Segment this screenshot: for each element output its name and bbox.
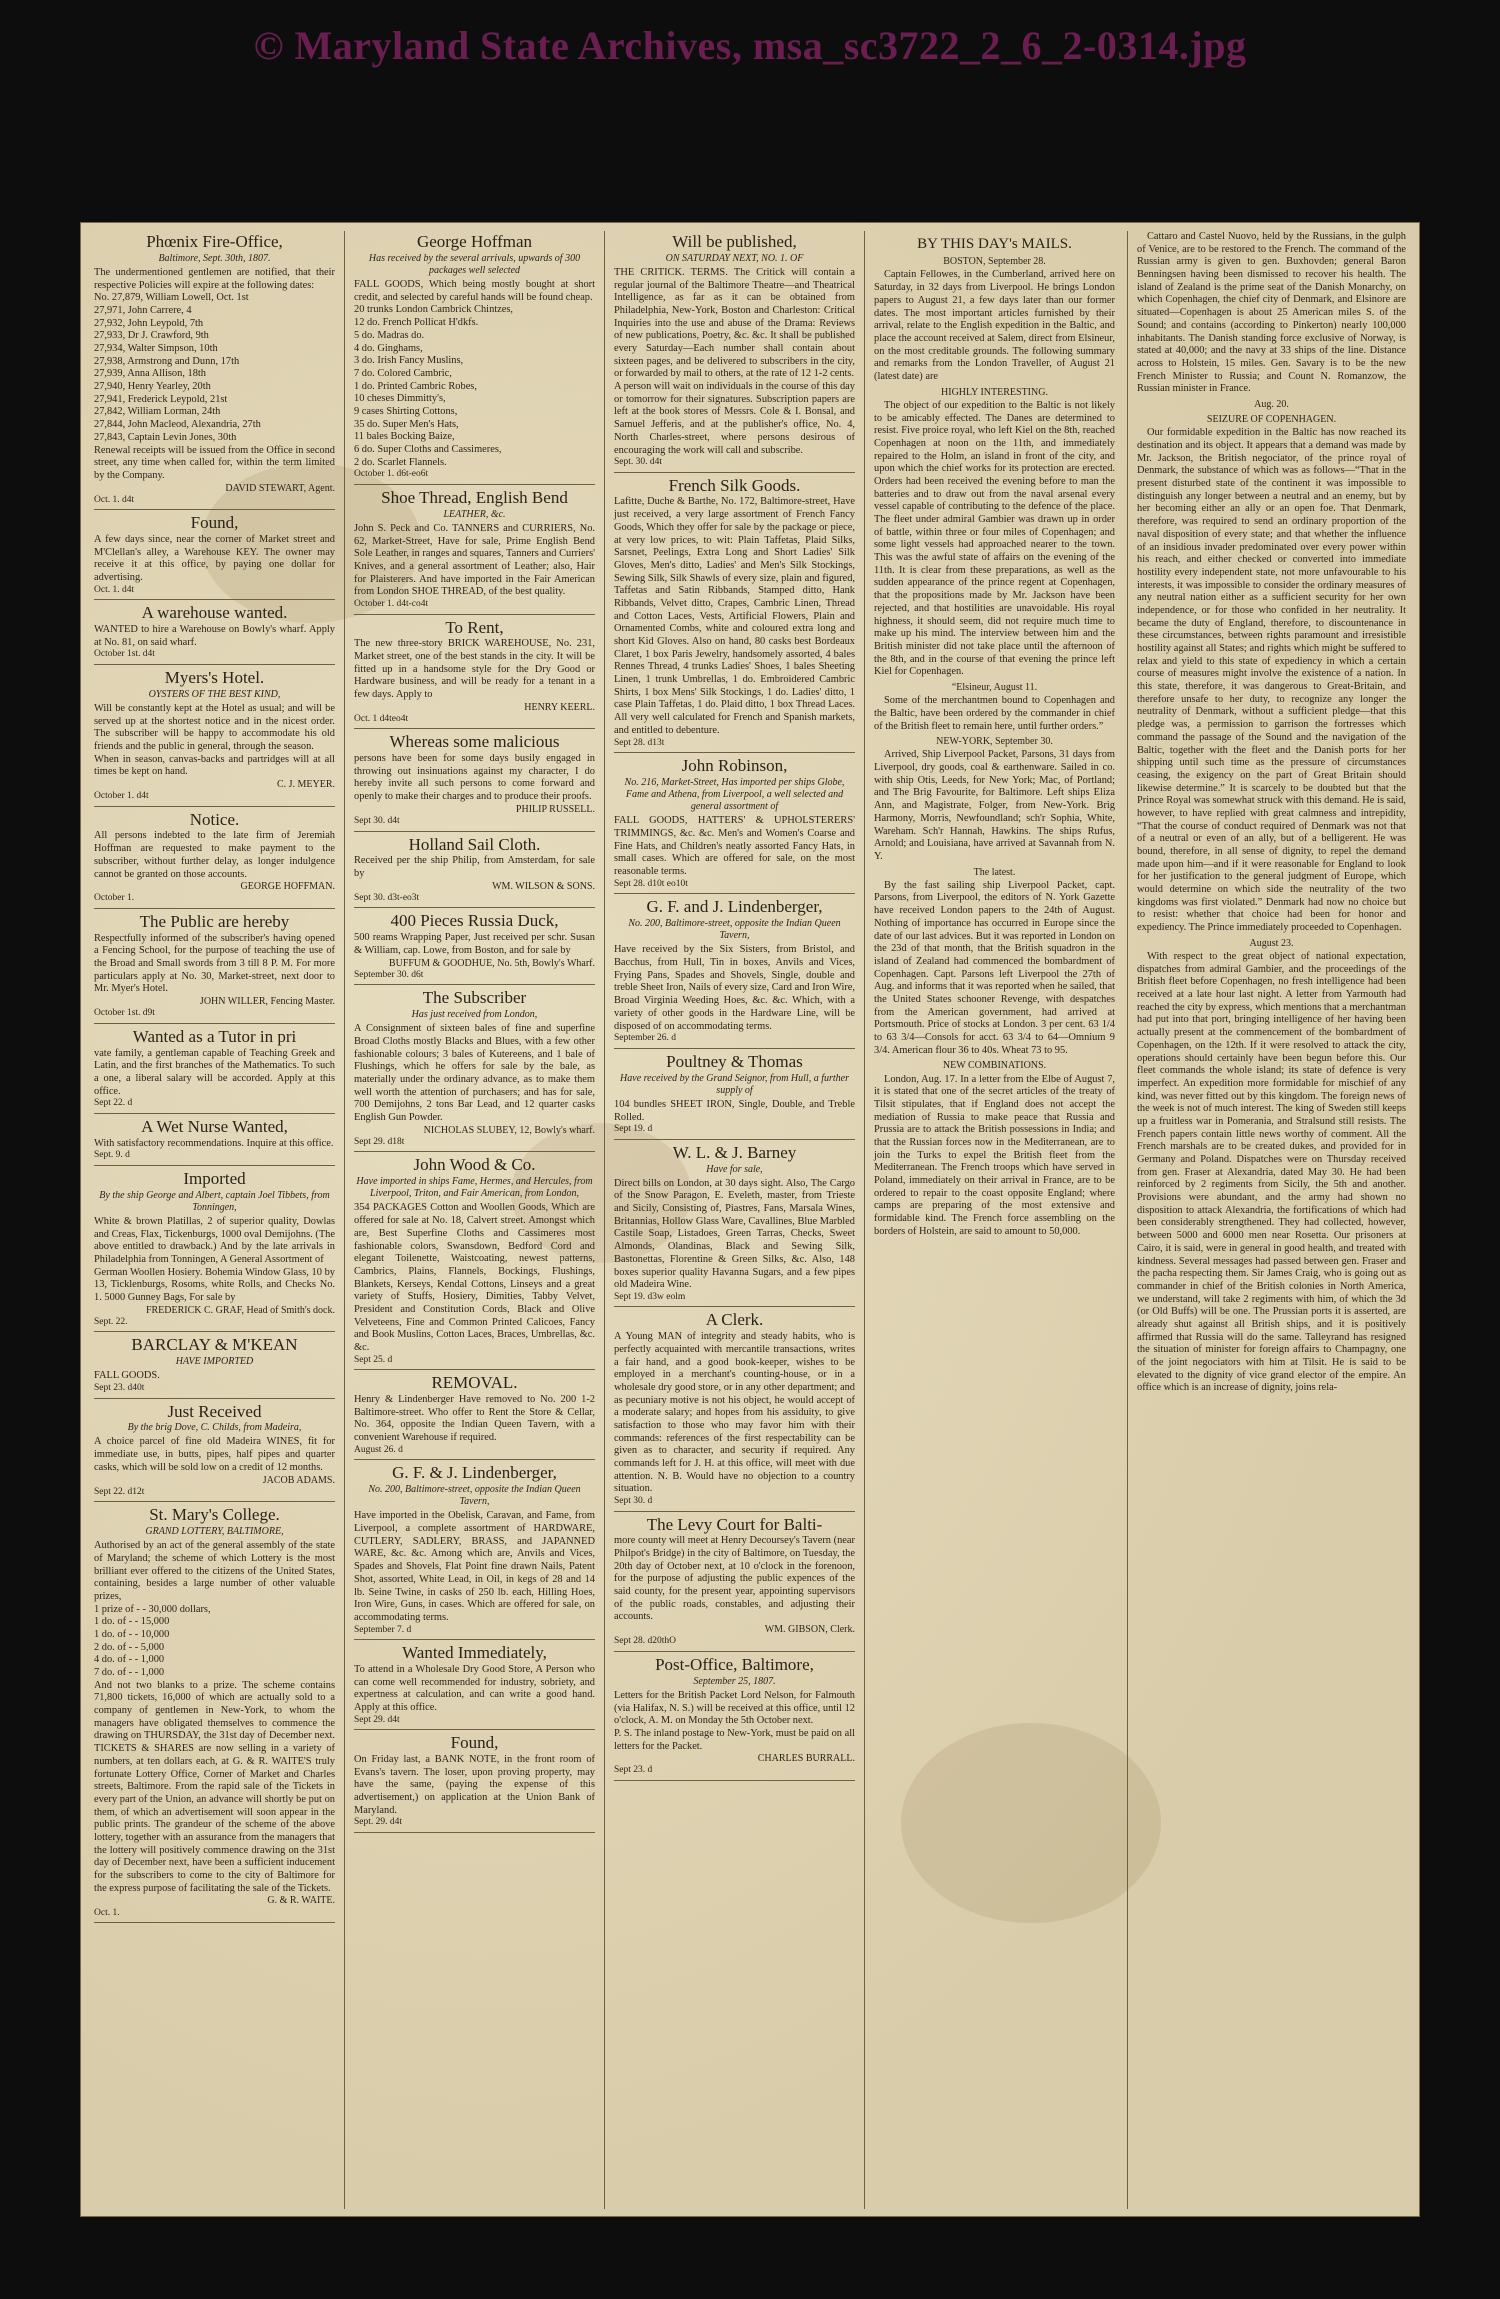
ad-list-item: 4 do. Ginghams, [354,342,423,354]
advertisement [354,912,595,985]
ad-body: All persons indebted to the late firm of Jeremiah Hoffman are requested to make payment to the subscriber, without further delay, as longer indulgence cannot be granted on those accounts. [94,830,335,880]
ad-divider [614,752,855,753]
ad-subheading: By the brig Dove, C. Childs, from Madeira, [127,1422,302,1434]
ad-divider [94,509,335,510]
ad-heading: W. L. & J. Barney [672,1142,797,1162]
ad-list-item: 12 do. French Pollicat H'dkfs. [354,317,479,329]
news-paragraph: Captain Fellowes, in the Cumberland, arrived here on Saturday, in 32 days from Liverpool. He brings London papers to August 21, a few days later than our former dates. The most important articles furnished by their arrival, relate to the English expedition in the Baltic, and place the account received at Salem, direct from Elsineur, on the most creditable grounds. The following summary and remarks from the London Traveller, of August 21 (latest date) are [874,269,1115,382]
ad-date: September 7. d [354,1624,412,1635]
ad-list-item: 27,971, John Carrere, 4 [94,304,192,316]
ad-heading: Found, [450,1733,499,1753]
advertisement [354,836,595,909]
advertisement [354,733,595,831]
news-dateline: BOSTON, September 28. [943,256,1046,268]
advertisement [354,619,595,730]
ad-subheading: LEATHER, &c. [443,508,506,520]
ad-body: Authorised by an act of the general assembly of the state of Maryland; the scheme of which Lottery is the most brilliant ever offered to the citizens of the United States, containing, besides a large number of other valuable prizes, [94,1540,335,1602]
ad-body: THE CRITICK. TERMS. The Critick will contain a regular journal of the Baltimore Theatre—and Theatrical Intelligence, as far as it can be obtained from Philadelphia, New-York, Boston and Charleston: Critical Inquiries into the use and abuse of the Drama: Reviews of new publications, Poetry, &c. &c. It shall be published every Saturday—Each number shall contain about sixteen pages, and be delivered to subscribers in the city, or forwarded by mail to others, at the rate of 12 1-2 cents. [614,266,855,380]
ad-date: October 1. d4t [94,791,149,802]
ad-divider [614,893,855,894]
ad-list-item: 27,941, Frederick Leypold, 21st [94,393,228,405]
advertisement [354,1464,595,1640]
ad-heading: John Wood & Co. [413,1155,536,1175]
ad-date: Oct. 1. d4t [94,494,135,505]
advertisement [94,1118,335,1166]
ad-divider [94,1165,335,1166]
news-paragraph: Some of the merchantmen bound to Copenhagen and the Baltic, have been ordered by the commander in chief of the British fleet to remain here, until further orders.” [874,695,1115,732]
ad-body: vate family, a gentleman capable of Teaching Greek and Latin, and the first branches of the Mathematics. To such a one, a liberal salary will be accorded. Apply at this office. [94,1047,335,1097]
advertisement [94,604,335,665]
column-divider [1127,231,1128,2209]
column-divider [344,231,345,2209]
ad-date: Sept 30. d [614,1496,653,1507]
advertisement [614,898,855,1048]
news-paragraph: Our formidable expedition in the Baltic has now reached its destination and its object. It appears that a demand was made by Mr. Jackson, the British negociator, of the prince royal of Denmark, the substance of which was as follows—“That in the present disturbed state of the continent it was impossible to distinguish any longer between a neutral and an enemy, but by her becoming either an ally or an open foe. That Denmark, therefore, was required to send an ordinary proportion of the naval disposition of every state; and that whether the influence of an insidious invader predominated over every power within his reach, and either checked or converted into immediate hostility every independent state, not more unfavourable to his interests, it was impossible to consider the ordinary measures of any neutral nation either as a sufficient security for her own independence, or for those who confided in her neutrality. It became the duty of England, therefore, to discountenance in these circumstances, between rights paramount and irresistible hostility against all States; and rights which might be suffered to relax and yield to this state of expediency in which a certain course of measures might involve the existence of a nation. In this state, therefore, it was dangerous to Great-Britain, and therefore unsafe to her duty, to recognize any longer the neutrality of Denmark, without a sufficient pledge—that this pledge was, a permission to garrison the fortresses which command the passage of the Sound and the navigation of the Baltic, together with the fleet and the Danish ports for her shipping until such time as the pressure of circumstances ceasing, the exigency on the part of Great Britain should likewise determine.” It is scarcely to be doubted but that the Prince Royal was somewhat struck with this demand. He is said, however, to have replied with great calmness and intrepidity, “That the course of conduct required of Denmark was not that of a neutral or even of an ally, but of a belligerent. He was bound, therefore, in all sense of dignity, to repel the demand made upon him—and if it were reasonable for England to look for her justification to the general judgment of Europe, which would determine on which side the neutrality of the two kingdoms was first violated.” Denmark had now no choice but to resist: whether that choice had been for honor and expediency. The Prince immediately proceeded to Copenhagen. [1137,427,1406,934]
news-dateline: NEW COMBINATIONS. [942,1060,1047,1072]
advertisement [94,913,335,1024]
ad-date: Oct. 1 d4teo4t [354,713,409,724]
advertisement [614,1516,855,1652]
ad-body: A Consignment of sixteen bales of fine and superfine Broad Cloths mostly Blacks and Blues, with a few other fashionable colours; 3 bales of Kutereens, and 1 bale of Flushings, which he offers for sale by the bale, as materially under the ordinary advance, as to make them well worth the attention of purchasers; and has for sale, 700 Demijohns, 2 tons Bar Lead, and 12 quarter casks English Gun Powder. [354,1023,595,1123]
ad-subheading: Has just received from London, [411,1008,538,1020]
ad-heading: Found, [190,513,239,533]
ad-divider [94,806,335,807]
ad-divider [94,599,335,600]
news-paragraph: Cattaro and Castel Nuovo, held by the Russians, in the gulph of Venice, are to be restored to the French. The command of the Russian army is given to gen. Buxhovden; general Baron Benningsen having been dismissed to recover his health. The island of Zealand is the prime seat of the Danish Monarchy, on which Copenhagen, the chief city of Denmark, and Elsinore are situated—Copenhagen is about 25 American miles S. of the Sound; and contains (according to Pinkerton) nearly 100,000 inhabitants. The Danish standing force exclusive of Norway, is stated at 40,000; and the navy at 33 ships of the line. Distance across to Holstein, 15 miles. Gen. Savary is to be the new French Minister to Russia; and Count N. Romanzow, the Russian minister in France. [1137,231,1406,395]
ad-body: Letters for the British Packet Lord Nelson, for Falmouth (via Halifax, N. S.) will be received at this office, until 12 o'clock, A. M. on Monday the 5th October next. [614,1689,855,1727]
ad-list-item: 5 do. Madras do. [354,329,425,341]
ad-date: Sept 22. d [94,1098,133,1109]
news-dateline: HIGHLY INTERESTING. [941,386,1048,398]
ad-date: Sept 30. d4t [354,816,400,827]
advertisement [614,1656,855,1781]
ad-list-item: 27,932, John Leypold, 7th [94,317,204,329]
ad-divider [354,831,595,832]
ad-subheading: Have for sale, [706,1163,763,1175]
advertisement [354,989,595,1152]
ad-signature: NICHOLAS SLUBEY, 12, Bowly's wharf. [423,1124,595,1136]
ad-date: Sept 30. d3t-eo3t [354,892,420,903]
advertisement [94,811,335,909]
ad-signature: HENRY KEERL. [524,701,595,713]
ad-divider [94,1922,335,1923]
ad-footnote: P. S. The inland postage to New-York, must be paid on all letters for the Packet. [614,1727,855,1752]
ad-date: September 26. d [614,1033,677,1044]
news-dateline: Aug. 20. [1254,398,1289,410]
ad-list-item: 7 do. of - - 1,000 [94,1667,165,1679]
ad-divider [354,1369,595,1370]
ad-heading: George Hoffman [416,232,533,251]
ad-list-item: 1 prize of - - 30,000 dollars, [94,1603,211,1615]
ad-heading: A warehouse wanted. [141,603,288,623]
ad-subheading: By the ship George and Albert, captain Joel Tibbets, from Tonningen, [99,1189,330,1213]
ad-body: The new three-story BRICK WAREHOUSE, No. 231, Market street, one of the best stands in the city. It will be fitted up in a handsome style for the Dry Good or Hardware business, and will be ready for a tenant in a few days. Apply to [354,638,595,700]
ad-body: WANTED to hire a Warehouse on Bowly's wharf. Apply at No. 81, on said wharf. [94,624,335,648]
ad-divider [614,1306,855,1307]
ad-subheading: ON SATURDAY NEXT, NO. 1. OF [665,252,804,264]
ad-signature: C. J. MEYER. [276,778,335,790]
ad-heading: French Silk Goods. [668,475,801,495]
news-heading: BY THIS DAY's MAILS. [917,236,1072,252]
ad-subheading: No. 216, Market-Street, Has imported per ships Globe, Fame and Athena, from Liverpool, a well selected and general assortment of [624,776,845,813]
ad-body: FALL GOODS, Which being mostly bought at short credit, and selected by careful hands will be found cheap. [354,279,595,303]
ad-list-item: 7 do. Colored Cambric, [354,367,452,379]
ad-signature: PHILIP RUSSELL. [515,803,595,815]
ad-signature: DAVID STEWART, Agent. [225,482,335,494]
ad-body: On Friday last, a BANK NOTE, in the front room of Evans's tavern. The loser, upon proving property, may have the same, (paying the expense of this advertisement,) on application at the Union Bank of Maryland. [354,1753,595,1816]
ad-subheading: No. 200, Baltimore-street, opposite the Indian Queen Tavern, [368,1484,581,1508]
advertisement [614,1053,855,1140]
ad-divider [614,1048,855,1049]
ad-divider [354,907,595,908]
ad-heading: Poultney & Thomas [666,1051,803,1071]
ad-date: Sept. 30. d4t [614,457,663,468]
advertisement [614,1144,855,1308]
column-4-news [871,231,1118,2209]
ad-divider [614,1651,855,1652]
ad-heading: 400 Pieces Russia Duck, [390,911,559,931]
ad-signature: WM. GIBSON, Clerk. [764,1624,855,1636]
ad-heading: Imported [183,1168,246,1188]
ad-list-item: 27,934, Walter Simpson, 10th [94,343,218,354]
advertisement [614,233,855,473]
ad-date: Sept 22. d12t [94,1486,145,1497]
ad-signature: WM. WILSON & SONS. [492,880,595,892]
ad-date: September 30. d6t [354,969,424,980]
ad-divider [354,1729,595,1730]
ad-body: 354 PACKAGES Cotton and Woollen Goods, Which are offered for sale at No. 18, Calvert street. Amongst which are, Best Superfine Cloths and Cassimeres most fashionable colors, Swansdown, Bedford Cord and elegant Toilenette, Waistcoating, newest patterns, Cambrics, Plains, Flannels, Bockings, Flushings, Blankets, Kerseys, Kendal Cottons, Linseys and a great variety of Stuffs, Hosiery, Dimities, Tabby Velvet, President and Constitution Cords, Black and Olive Velveteens, Fine and Common Printed Calicoes, Fancy and Book Muslins, Cotton Laces, Braces, Umbrellas, &c. &c. [354,1202,595,1354]
ad-date: October 1. d4t-co4t [354,598,429,609]
ad-divider [354,1639,595,1640]
advertisement [94,1403,335,1503]
advertisement [614,477,855,753]
advertisement [354,1156,595,1370]
ad-list-item: 27,938, Armstrong and Dunn, 17th [94,355,240,367]
ad-divider [614,1511,855,1512]
ad-footnote: German Woollen Hosiery. Bohemia Window Glass, 10 by 13, Ticklenburgs, Rosoms, white Rolls, and Checks No. 1. 5000 Gunney Bags, For sale by [94,1266,335,1303]
advertisement [354,1374,595,1460]
ad-date: Sept 28. d10t eo10t [614,878,688,889]
advertisement [94,1336,335,1398]
ad-body: 500 reams Wrapping Paper, Just received per schr. Susan & William, cap. Lowe, from Boston, and for sale by [354,932,595,956]
ad-body: Have received by the Six Sisters, from Bristol, and Bacchus, from Hull, Tin in boxes, Anvils and Vices, Frying Pans, Spades and Shovels, Single, double and treble Sheet Iron, Nails of every size, Card and Iron Wire, Broad Virginia Weeding Hoes, &c. &c. Which, with a variety of other goods in the Hardware Line, will be disposed of on accommodating terms. [614,944,855,1032]
news-paragraph: The object of our expedition to the Baltic is not likely to be amicably effected. The Danes are determined to resist. Five proice royal, who left Kiel on the 8th, reached Copenhagen at noon on the 11th, and immediately repaired to the Holm, an island in front of the city, and upon which the chief works for its protection are erected. Orders had been received the evening before to man the batteries and to draw out from the naval arsenal every vessel capable of contributing to the defence of the place. The fleet under admiral Gambier was drawn up in order of battle, within three or four miles of Copenhagen; and some light vessels had approached nearer to the town. This was the awful state of affairs on the evening of the 11th. It is clear from these preparations, as well as the sudden appearance of the prince regent at Copenhagen, that the propositions made by Mr. Jackson have been rejected, and that hostilities are unavoidable. His royal highness, it should seem, did not require much time to make up his mind. The interview between him and the British minister did not take place until the afternoon of the 8th, and in the course of that evening the prince left Kiel for Copenhagen. [874,399,1115,678]
ad-list-item: 10 cheses Dimmitty's, [354,393,446,405]
ad-heading: Notice. [189,809,240,829]
ad-heading: To Rent, [445,617,504,637]
ad-heading: Holland Sail Cloth. [408,834,541,854]
news-section [1137,231,1406,1395]
ad-signature: JOHN WILLER, Fencing Master. [199,996,335,1008]
ad-divider [354,484,595,485]
ad-date: Oct. 1. d4t [94,584,135,595]
ad-subheading: GRAND LOTTERY, BALTIMORE, [145,1525,284,1537]
ad-heading: Phœnix Fire-Office, [146,232,283,251]
ad-date: October 1. [94,893,135,904]
ad-body: To attend in a Wholesale Dry Good Store, A Person who can come well recommended for industry, sobriety, and expertness at calculation, and can write a good hand. Apply at this office. [354,1663,595,1713]
ad-body: John S. Peck and Co. TANNERS and CURRIERS, No. 62, Market-Street, Have for sale, Prime English Bend Sole Leather, in ranges and squares, Tanners and Curriers' Knives, and a general assortment of Leather; also, Hair for Plaisterers. And have imported in the Fair American from London SHOE THREAD, of the best quality. [354,522,595,598]
ad-divider [614,1780,855,1781]
ad-body: more county will meet at Henry Decoursey's Tavern (near Philpot's Bridge) in the city of Baltimore, on Tuesday, the 20th day of October next, at 10 o'clock in the forenoon, for the purpose of adjusting the public expences of the said county, for the present year, appointing supervisors of the public roads, constables, and adjusting their accounts. [614,1535,855,1623]
advertisement [354,489,595,615]
ad-date: Sept 28. d20thO [614,1636,677,1647]
ad-body: White & brown Platillas, 2 of superior quality, Dowlas and Creas, Flax, Tickenburgs, 1000 oval Demijohns. (The above entitled to drawback.) And by the late arrivals in Philadelphia from Tonningen, A General Assortment of [94,1215,335,1265]
ad-signature: GEORGE HOFFMAN. [240,881,335,893]
ad-date: Sept 29. d4t [354,1714,400,1725]
ad-list-item: 27,940, Henry Yearley, 20th [94,381,211,393]
ad-divider [94,1501,335,1502]
ad-date: Sept. 22. [94,1316,128,1327]
ad-list-item: 27,844, John Macleod, Alexandria, 27th [94,419,261,431]
advertisement [354,233,595,485]
ad-subheading: September 25, 1807. [693,1675,776,1687]
ad-heading: A Wet Nurse Wanted, [141,1116,288,1136]
ad-heading: The Public are hereby [139,911,290,931]
ad-heading: Shoe Thread, English Bend [381,487,568,507]
ad-heading: REMOVAL. [431,1373,518,1393]
ad-body: persons have been for some days busily engaged in throwing out insinuations against my character, I do hereby invite all such persons to come forward and openly to make their charges and to produce their proofs. [354,753,595,803]
ad-heading: The Levy Court for Balti- [646,1514,823,1534]
advertisement [94,514,335,600]
ad-list-item: 35 do. Super Men's Hats, [354,418,459,430]
ad-heading: St. Mary's College. [149,1505,280,1525]
ad-heading: John Robinson, [681,756,788,776]
ad-subheading: Have imported in ships Fame, Hermes, and Hercules, from Liverpool, Triton, and Fair American, from London, [356,1176,593,1200]
ad-date: Sept 19. d [614,1124,653,1135]
ad-signature: JACOB ADAMS. [262,1474,335,1486]
ad-heading: The Subscriber [422,988,527,1008]
ad-date: Sept. 29. d4t [354,1817,403,1828]
ad-list [94,292,335,444]
ad-body: Respectfully informed of the subscriber's having opened a Fencing School, for the purpose of teaching the use of the Broad and Small swords from 3 till 8 P. M. For more particulars apply at No. 30, Market-street, next door to Mr. Myer's Hotel. [94,932,335,995]
ad-date: Sept 28. d13t [614,737,665,748]
advertisement [354,1734,595,1833]
ad-footnote: When in season, canvas-backs and partridges will at all times be kept on hand. [94,753,335,778]
ad-body: Lafitte, Duche & Barthe, No. 172, Baltimore-street, Have just received, a very large assortment of French Fancy Goods, Which they offer for sale by the package or piece, at very low prices, to wit: Plain Taffetas, Plaid Silks, Sarsnet, Peelings, Extra Long and Short Ladies' Silk Gloves, Men's ditto, Ladies' and Men's Silk Stockings, Sewing Silk, Silk Shawls of every size, plain and figured, Taffetas and Satin Ribbands, Stamped ditto, Hank Ribbands, Velvet ditto, Crapes, Cambric Linen, Thread and Cotton Laces, Vests, Artificial Flowers, Plain and Ornamented Combs, white and coloured extra long and short Kid Gloves. Also on hand, 80 casks best Bordeaux Claret, 1 box Paris Jewelry, handsomely assorted, 4 bales Rennes Thread, 4 trunks Ladies' Shoes, 1 bales Sheeting Linen, 1 trunk Umbrellas, 1 do. Embroidered Cambric Shirts, 1 box Mens' Silk Stockings, 1 do. Ladies' ditto, 1 case Plain Taffetas, 1 do. Plaid ditto, 1 box Thread Laces. All very well calculated for French and Spanish markets, and entitled to debenture. [614,496,855,736]
column-1 [91,231,338,2209]
ad-divider [94,1398,335,1399]
ad-body: A few days since, near the corner of Market street and M'Clellan's alley, a Warehouse KEY. The owner may receive it at this office, by paying one dollar for advertising. [94,534,335,584]
ad-body: A choice parcel of fine old Madeira WINES, fit for immediate use, in butts, pipes, half pipes and quarter casks, which will be sold low on a credit of 12 months. [94,1436,335,1473]
ad-body: Direct bills on London, at 30 days sight. Also, The Cargo of the Snow Paragon, E. Eveleth, master, from Trieste and Sicily, Consisting of, Piastres, Fans, Marsala Wines, Britannias, Hollow Glass Ware, Cavallines, Blue Marbled Castile Soap, Listadoes, Green Tarras, Checks, Sweet Almonds, Olandinas, Black and Sewing Silk, Bastonettas, Florentine & Green Silks, &c. Also, 148 boxes superior quality Havanna Sugars, and a few pipes old Madeira Wine. [614,1177,855,1291]
ad-date: Sept. 9. d [94,1150,130,1161]
ad-heading: Just Received [167,1401,262,1421]
column-5-news [1134,231,1409,2209]
ad-list-item: No. 27,879, William Lowell, Oct. 1st [94,292,249,304]
ad-list-item: 9 cases Shirting Cottons, [354,405,458,417]
ad-divider [354,614,595,615]
ad-divider [354,1832,595,1833]
news-dateline: The latest. [973,866,1016,878]
ad-list-item: 2 do. Scarlet Flannels. [354,456,447,468]
ad-body: Will be constantly kept at the Hotel as usual; and will be served up at the shortest notice and in the nicest order. The subscriber will be happy to accommodate his old friends and the public in general, through the season. [94,702,335,752]
ad-heading: Wanted Immediately, [402,1643,547,1663]
ad-subheading: No. 200, Baltimore-street, opposite the Indian Queen Tavern, [628,918,841,942]
ad-heading: Wanted as a Tutor in pri [132,1026,297,1046]
advertisement [614,1311,855,1511]
ad-body: Have imported in the Obelisk, Caravan, and Fame, from Liverpool, a complete assortment of HARDWARE, CUTLERY, SADLERY, BRASS, and JAPANNED WARE, &c. &c. Among which are, Anvils and Vices, Spades and Shovels, Flat Point fine drawn Nails, Patent Shot, assorted, White Lead, in Oil, in kegs of 28 and 14 lb. Seine Twine, in casks of 250 lb. each, Hilling Hoes, Iron Wire, Guns, in cases. Which are offered for sale, on accommodating terms. [354,1510,595,1623]
ad-signature: BUFFUM & GOODHUE, No. 5th, Bowly's Wharf. [388,957,595,969]
column-2 [351,231,598,2209]
ad-body: Received per the ship Philip, from Amsterdam, for sale by [354,855,595,879]
ad-list-item: 6 do. Super Cloths and Cassimeres, [354,444,502,455]
ad-body: A Young MAN of integrity and steady habits, who is perfectly acquainted with mercantile transactions, writes a fair hand, and a good book-keeper, wishes to be employed in a merchant's counting-house, or in a wholesale dry good store, or in any other department; and as pecuniary motive is not his object, he would accept of a moderate salary; and hopes from his assiduity, to give satisfaction to those who may favor him with their commands: references of the first respectability can be given as to character, and security if required. Any commands left for J. H. at this office, will meet with due attention. N. B. Would have no objection to a country situation. [614,1331,855,1495]
ad-divider [94,664,335,665]
ad-footnote: Renewal receipts will be issued from the Office in second street, any time when called for, within the term limited by the Company. [94,444,335,481]
ad-divider [614,472,855,473]
ad-subheading: Baltimore, Sept. 30th, 1807. [158,252,271,264]
ad-heading: G. F. & J. Lindenberger, [392,1463,557,1483]
ad-body: Henry & Lindenberger Have removed to No. 200 1-2 Baltimore-street. Who offer to Rent the Store & Cellar, No. 364, opposite the Indian Queen Tavern, with a convenient Warehouse if required. [354,1394,595,1444]
ad-divider [354,728,595,729]
ad-list-item: 11 bales Bocking Baize, [354,431,455,443]
ad-footnote: FALL GOODS. [94,1370,160,1382]
column-divider [864,231,865,2209]
ad-list-item: 1 do. of - - 10,000 [94,1628,170,1640]
ad-list-item: 27,939, Anna Allison, 18th [94,368,206,380]
ad-divider [354,984,595,985]
ad-subheading: Has received by the several arrivals, upwards of 300 packages well selected [368,252,581,276]
ad-date: Sept 23. d [614,1765,653,1776]
ad-list-item: 3 do. Irish Fancy Muslins, [354,355,464,367]
ad-heading: BARCLAY & M'KEAN [131,1335,298,1355]
news-paragraph: With respect to the great object of national expectation, dispatches from admiral Gambier, and the proceedings of the British fleet before Copenhagen, no fresh intelligence had been received at a late hour last night. A letter from Yarmouth had reached the city by express, which mentions that a merchantman had put into that port, bringing intelligence of her having been actually present at the commencement of the bombardment of Copenhagen, on the 12th. If it were resolved to attack the city, operations should certainly have been begun before this. Our fleet commands the whole island; its state of defence is very imperfect. An expedition more formidable for mischief of any kind, was never fitted out by this kingdom. The foreign news of the week is not of much interest. The king of Sweden still keeps up a fruitless war in Pomerania, and Stralsund still resists. The French papers contain little news worthy of comment. All the French marshals are to be created dukes, and provided for in Germany and Poland. Dispatches were on Thursday received from gen. Fraser at Alexandria, dated May 30. He had been reinforced by 2 regiments from Sicily, the 5th and another. Provisions were abundant, and the army had shown no disposition to attack Alexandria, the fortifications of which had been considerably strengthened. They had collected, however, between 5000 and 6000 men near Rosetta. Our prisoners at Cairo, it is said, were in general in good health, and treated with kindness. Several messages had passed between gen. Fraser and the pacha respecting them. Sir James Craig, who is going out as commander in chief of the British colonies in North America, we understand, will take 2 regiments with him, of which the 3d (or Old Buffs) will be one. The Prussian ports it is asserted, are already shut against all British ships, and it is positively affirmed that Russia will do the same. Talleyrand has resigned the situation of minister for foreign affairs to Champagny, one of the joint negociators with him at Tilsit. He is said to be elevated to the dignity of vice grand elector of the empire. An office which is an increase of dignity, joins rela- [1137,951,1406,1394]
news-dateline: “Elsineur, August 11. [951,681,1038,693]
news-dateline: SEIZURE OF COPENHAGEN. [1206,414,1337,426]
ad-list-item: 27,933, Dr J. Crawford, 9th [94,330,209,342]
advertisement [614,757,855,894]
ad-list-item: 27,843, Captain Levin Jones, 30th [94,431,237,443]
news-dateline: August 23. [1249,937,1294,949]
ad-date: October 1st. d9t [94,1008,155,1019]
ad-date: Sept 19. d3w eolm [614,1291,686,1302]
ad-list-item: 1 do. of - - 15,000 [94,1616,170,1628]
news-paragraph: By the fast sailing ship Liverpool Packet, capt. Parsons, from Liverpool, the editors of N. York Gazette have received London papers to the 24th of August. Nothing of importance has occurred in Europe since the date of our last advices. But it was reported in London on the 23d of that month, that the British squadron in the island of Zealand had commenced the bombardment of Copenhagen. Capt. Parsons left Liverpool the 27th of Aug. and informs that it was reported when he sailed, that the United States schooner Revenge, with despatches from the American government, had arrived at Portsmouth. Price of stocks at London. 3 per cent. 63 1/4 to 63 3/4—Consols for acct. 63 3/4 to 64—Omnium 9 3/4. American flour 36 to 40s. Wheat 73 to 95. [874,879,1115,1056]
ad-body: The undermentioned gentlemen are notified, that their respective Policies will expire at the following dates: [94,266,335,291]
ad-list-item: 1 do. Printed Cambric Robes, [354,380,477,392]
ad-subheading: OYSTERS OF THE BEST KIND, [148,688,281,700]
ad-footnote: And not two blanks to a prize. The scheme contains 71,800 tickets, 16,000 of which are actually sold to a company of gentlemen in New-York, to whom the managers have obligated themselves to commence the drawing on THURSDAY, the 31st day of December next. TICKETS & SHARES are now selling in a variety of numbers, at ten dollars each, at G. & R. WAITE'S truly fortunate Lottery Office, Corner of Market and Charles streets, Baltimore. From the rapid sale of the Tickets in every part of the Union, an advance will shortly be put on them, of which an advertisement will soon appear in the public prints. The grandeur of the scheme of the above lottery, together with an assurance from the managers that the lottery will positively commence drawing on the 31st day of December next, have been a sufficient inducement for the subscribers to come to the city of Baltimore for the express purpose of facilitating the sale of the Tickets. [94,1679,335,1894]
newspaper-page [80,222,1420,2217]
ad-date: Sept 23. d40t [94,1383,145,1394]
ad-divider [354,1459,595,1460]
news-section [874,235,1115,1239]
ad-body: FALL GOODS, HATTERS' & UPHOLSTERERS' TRIMMINGS, &c. &c. Men's and Women's Coarse and Fine Hats, and Children's neatly assorted Fancy Hats, in small cases. Which are offered for sale, on the most reasonable terms. [614,815,855,878]
ad-signature: CHARLES BURRALL. [757,1753,855,1765]
advertisement [94,669,335,807]
advertisement [94,1170,335,1333]
advertisement [354,1644,595,1730]
ad-date: Sept 29. d18t [354,1136,405,1147]
ad-body: 104 bundles SHEET IRON, Single, Double, and Treble Rolled. [614,1098,855,1123]
ad-heading: Whereas some malicious [389,732,560,752]
ad-date: October 1st. d4t [94,649,155,660]
news-paragraph: Arrived, Ship Liverpool Packet, Parsons, 31 days from Liverpool, dry goods, coal & earthenware. Sailed in co. with ship Otis, Leeds, for New York; Mac, of Portland; and The Brig Favourite, for Baltimore. Left ships Eliza Ann, and Magistrate, Folger, from New-York. Brig Harmony, Morris, Newfoundland; sch'r Sophia, White, Wareham. Sch'r Hannah, Hawkins. The ships Rufus, Arnold; and Louisiana, have arrived at Savannah from N. Y. [874,749,1115,862]
ad-date: Oct. 1. [94,1907,120,1918]
column-3 [611,231,858,2209]
ad-heading: G. F. and J. Lindenberger, [646,897,823,917]
ad-date: August 26. d [354,1444,403,1455]
column-divider [604,231,605,2209]
ad-heading: A Clerk. [705,1310,764,1330]
advertisement [94,233,335,510]
ad-list [354,304,595,469]
ad-body: With satisfactory recommendations. Inquire at this office. [94,1137,334,1149]
news-dateline: NEW-YORK, September 30. [936,736,1053,748]
ad-divider [354,1151,595,1152]
ad-heading: Post-Office, Baltimore, [655,1654,814,1674]
ad-divider [94,1023,335,1024]
ad-subheading: Have received by the Grand Seignor, from Hull, a further supply of [620,1072,849,1096]
ad-list-item: 27,842, William Lorman, 24th [94,406,221,418]
ad-footnote: A person will wait on individuals in the course of this day or tomorrow for their signatures. Subscription papers are left at the book stores of Messrs. Cole & I. Bonsal, and Samuel Jefferis, and at the publisher's office, No. 4, North Charles-street, where persons desirous of encouraging the work will call and subscribe. [614,381,855,456]
ad-date: October 1. d6t-eo6t [354,469,429,480]
ad-list-item: 4 do. of - - 1,000 [94,1654,165,1666]
ad-list-item: 2 do. of - - 5,000 [94,1641,165,1653]
ad-divider [94,908,335,909]
advertisement [94,1028,335,1114]
ad-heading: Will be published, [672,232,797,251]
ad-divider [614,1139,855,1140]
advertisement [94,1506,335,1923]
ad-signature: FREDERICK C. GRAF, Head of Smith's dock. [145,1304,335,1316]
ad-list-item: 20 trunks London Cambrick Chintzes, [354,304,514,316]
ad-heading: Myers's Hotel. [164,667,265,687]
ad-signature: G. & R. WAITE. [267,1895,335,1907]
ad-divider [94,1331,335,1332]
ad-date: Sept 25. d [354,1354,393,1365]
news-paragraph: London, Aug. 17. In a letter from the Elbe of August 7, it is stated that one of the secret articles of the treaty of Tilsit stipulates, that if England does not accept the mediation of Russia to make peace that Russia and Prussia are to attack the British possessions in India; and that the Russian forces now in the Mediterranean, are to join the Turks to expel the British fleet from the Mediterranean. The French troops which have served in Poland, immediately on their arrival in France, are to be ordered to repair to the coast opposite England; where camps are preparing of the most extensive and formidable kind. The French force assembling on the borders of Holstein, are said to amount to 50,000. [874,1073,1115,1237]
ad-subheading: HAVE IMPORTED [175,1356,254,1368]
ad-list [94,1604,335,1680]
ad-divider [94,1113,335,1114]
archive-watermark: © Maryland State Archives, msa_sc3722_2_6_2-0314.jpg [253,23,1247,68]
